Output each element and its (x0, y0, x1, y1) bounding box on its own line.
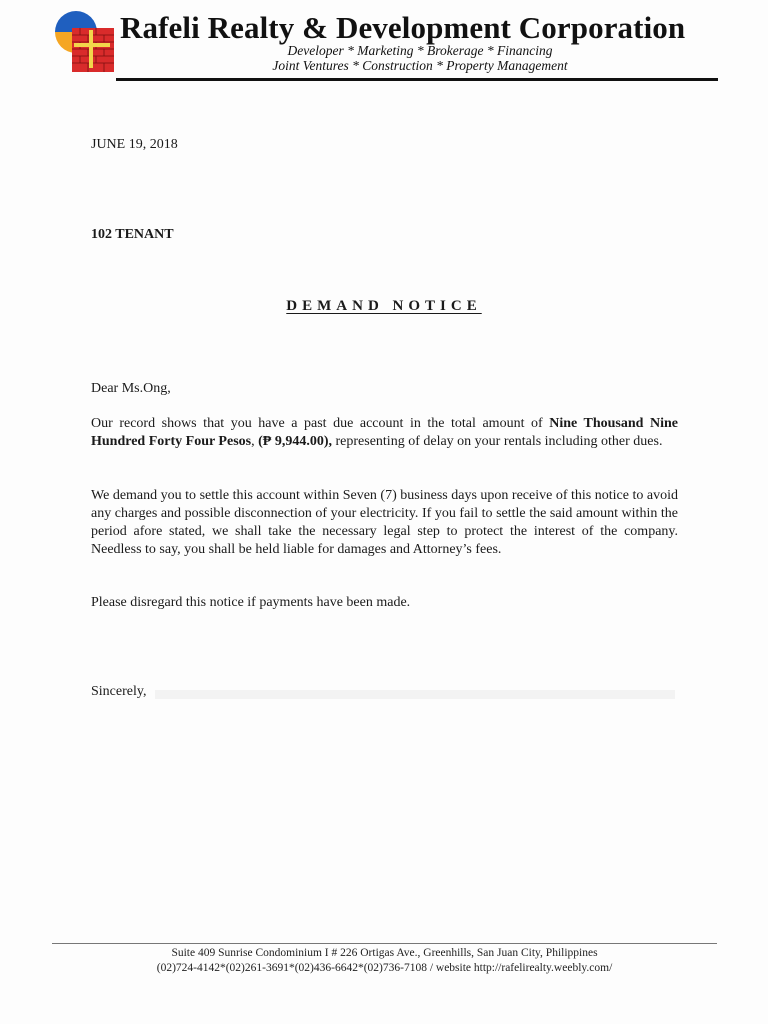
amount-separator: , (251, 434, 259, 449)
paragraph-amount-lead: Our record shows that you have a past due account in the total amount of (91, 416, 550, 431)
signature-area (155, 690, 675, 699)
company-name: Rafeli Realty & Development Corporation (120, 10, 686, 45)
header-divider (116, 78, 718, 81)
paragraph-amount-tail: representing of delay on your rentals including other dues. (332, 434, 663, 449)
footer-divider (52, 943, 717, 944)
company-tagline-services: Developer * Marketing * Brokerage * Financing (287, 43, 553, 58)
document-title-text: DEMAND NOTICE (286, 298, 482, 314)
amount-figure: (₱ 9,944.00), (258, 434, 332, 449)
company-logo (52, 10, 116, 74)
amount-in-words: Nine Thousand Nine Hundred Forty Four Pesos (91, 416, 678, 449)
document-title (0, 297, 768, 315)
footer-contact: (02)724-4142*(02)261-3691*(02)436-6642*(02)736-7108 / website http://rafelirealty.weebly.com/ (156, 962, 613, 974)
closing: Sincerely, (91, 684, 147, 699)
recipient: 102 TENANT (91, 227, 174, 242)
letter-date: JUNE 19, 2018 (91, 137, 178, 152)
footer-address: Suite 409 Sunrise Condominium I # 226 Ortigas Ave., Greenhills, San Juan City, Philippines (171, 947, 598, 959)
paragraph-amount-due (91, 415, 678, 451)
company-tagline-ventures: Joint Ventures * Construction * Property Management (272, 58, 568, 73)
salutation: Dear Ms.Ong, (91, 381, 171, 396)
paragraph-disregard: Please disregard this notice if payments have been made. (91, 595, 411, 610)
paragraph-demand: We demand you to settle this account within Seven (7) business days upon receive of this notice to avoid any charges and possible disconnection of your electricity. If you fail to settle the said amount within the period afore stated, we shall take the necessary legal step to protect the interest of the company. Needless to say, you shall be held liable for damages and Attorney’s fees. (91, 488, 678, 557)
